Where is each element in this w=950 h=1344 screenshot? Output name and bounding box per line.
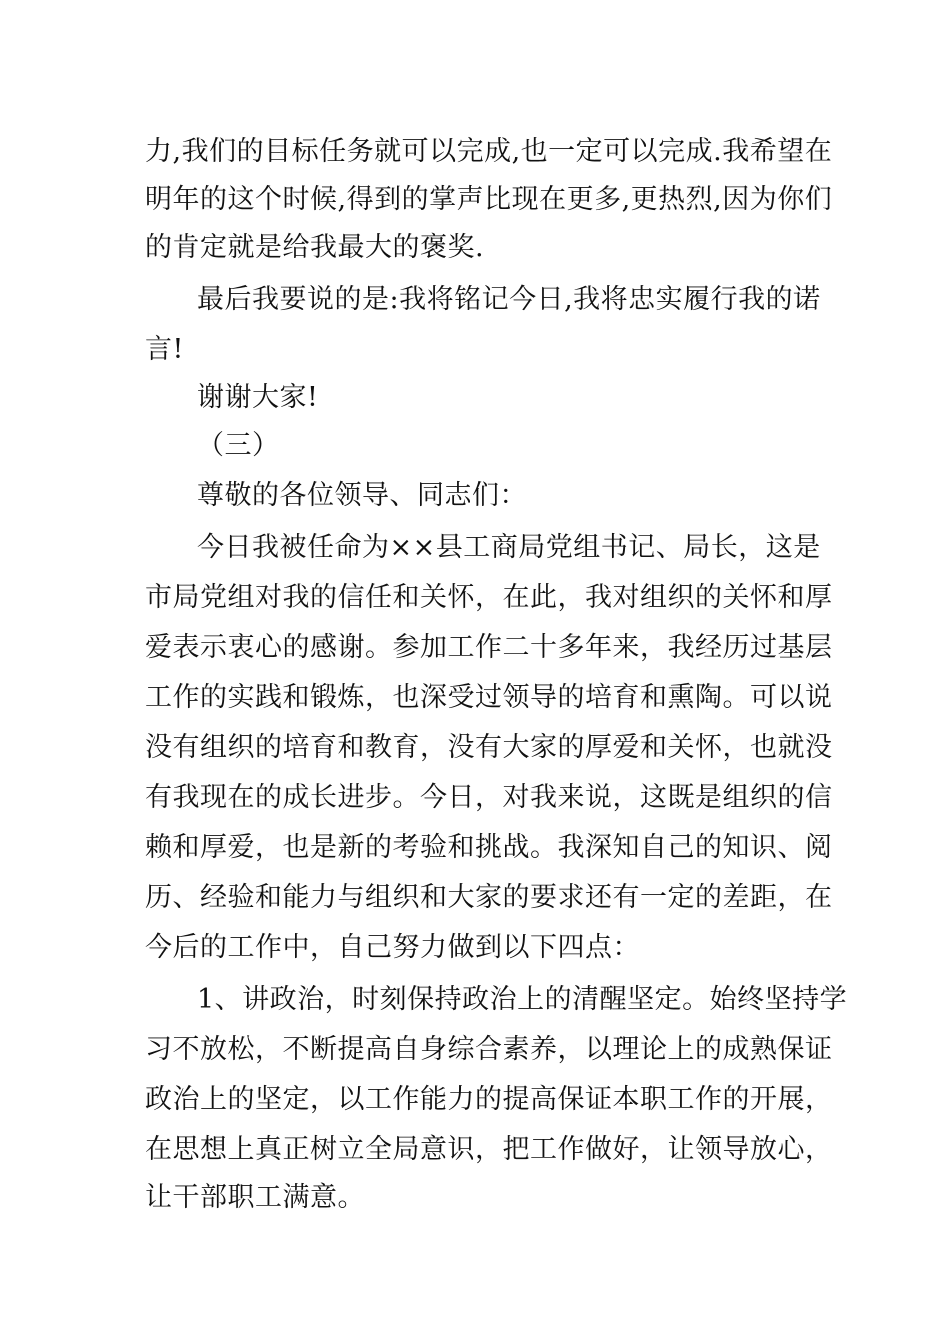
text-line: 政治上的坚定，以工作能力的提高保证本职工作的开展， xyxy=(145,1084,833,1115)
text-line: 有我现在的成长进步。今日，对我来说，这既是组织的信 xyxy=(145,782,833,813)
text-line: 工作的实践和锻炼，也深受过领导的培育和熏陶。可以说 xyxy=(145,682,833,713)
text-line: 的肯定就是给我最大的褒奖. xyxy=(145,232,485,263)
text-line: 言! xyxy=(145,334,184,365)
text-line: 习不放松，不断提高自身综合素养，以理论上的成熟保证 xyxy=(145,1034,833,1065)
paragraph-start-line: 最后我要说的是:我将铭记今日,我将忠实履行我的诺 xyxy=(197,284,821,315)
paragraph-start-line: 今日我被任命为××县工商局党组书记、局长，这是 xyxy=(197,532,821,563)
text-line: 历、经验和能力与组织和大家的要求还有一定的差距，在 xyxy=(145,882,833,913)
text-line: 市局党组对我的信任和关怀，在此，我对组织的关怀和厚 xyxy=(145,582,833,613)
text-line: 明年的这个时候,得到的掌声比现在更多,更热烈,因为你们 xyxy=(145,184,833,215)
list-item-start-line: 1、讲政治，时刻保持政治上的清醒坚定。始终坚持学 xyxy=(197,984,848,1015)
text-line: 在思想上真正树立全局意识，把工作做好，让领导放心， xyxy=(145,1134,833,1165)
closing-thanks: 谢谢大家! xyxy=(197,382,319,413)
text-line: 没有组织的培育和教育，没有大家的厚爱和关怀，也就没 xyxy=(145,732,833,763)
text-line: 力,我们的目标任务就可以完成,也一定可以完成.我希望在 xyxy=(145,136,833,167)
text-line: 让干部职工满意。 xyxy=(145,1182,365,1213)
text-line: 爱表示衷心的感谢。参加工作二十多年来，我经历过基层 xyxy=(145,632,833,663)
section-heading: （三） xyxy=(197,430,280,461)
text-line: 赖和厚爱，也是新的考验和挑战。我深知自己的知识、阅 xyxy=(145,832,833,863)
text-line: 今后的工作中，自己努力做到以下四点： xyxy=(145,932,640,963)
salutation: 尊敬的各位领导、同志们： xyxy=(197,480,527,511)
